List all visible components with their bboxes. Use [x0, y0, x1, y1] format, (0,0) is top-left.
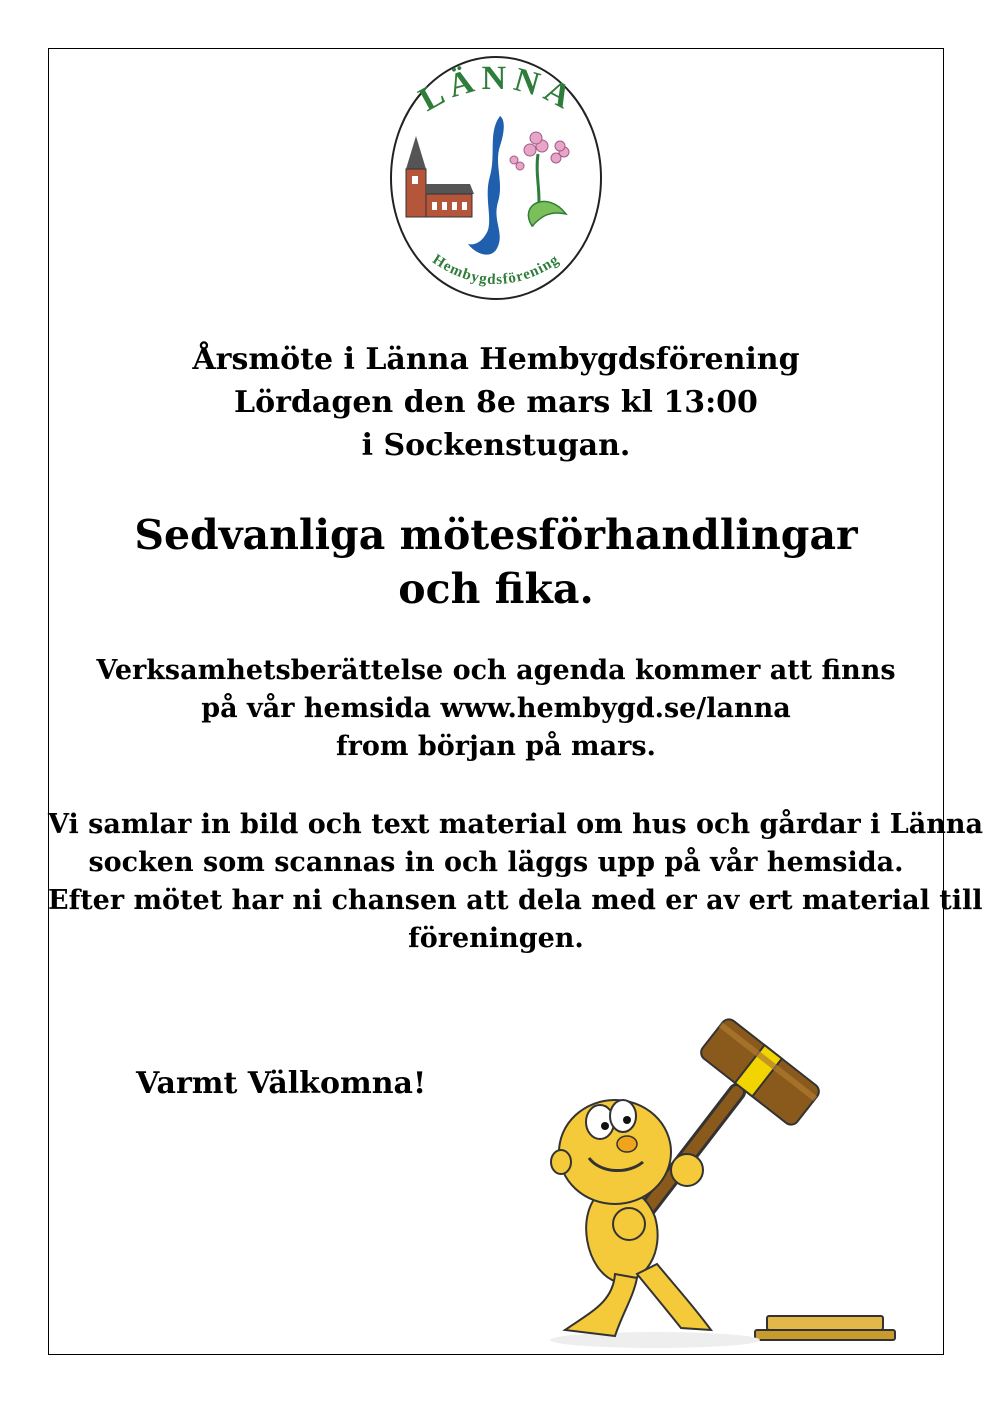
collect-paragraph	[48, 806, 983, 958]
logo-title: LÄNNA	[412, 59, 583, 119]
lanna-logo	[388, 54, 604, 302]
info-line-2: på vår hemsida www.hembygd.se/lanna	[201, 693, 791, 724]
info-paragraph	[48, 652, 944, 766]
gavel-character-icon	[505, 1012, 930, 1354]
collect-line-3: Efter mötet har ni chansen att dela med er av ert material till	[48, 885, 983, 916]
collect-line-2: socken som scannas in och läggs upp på vår hemsida.	[88, 847, 904, 878]
info-line-3: from början på mars.	[336, 731, 656, 762]
meeting-announcement	[48, 338, 944, 467]
meeting-line-2: Lördagen den 8e mars kl 13:00	[234, 385, 758, 420]
meeting-line-1: Årsmöte i Länna Hembygdsförening	[192, 342, 800, 377]
info-line-1: Verksamhetsberättelse och agenda kommer att finns	[96, 655, 896, 686]
agenda-heading	[48, 508, 944, 616]
welcome-text: Varmt Välkomna!	[136, 1066, 427, 1101]
collect-line-1: Vi samlar in bild och text material om hus och gårdar i Länna	[48, 809, 983, 840]
agenda-line-2: och fika.	[398, 565, 594, 613]
meeting-line-3: i Sockenstugan.	[361, 428, 631, 463]
agenda-line-1: Sedvanliga mötesförhandlingar	[134, 511, 858, 559]
collect-line-4: föreningen.	[408, 923, 584, 954]
logo-subtitle: Hembygdsförening	[429, 251, 563, 289]
